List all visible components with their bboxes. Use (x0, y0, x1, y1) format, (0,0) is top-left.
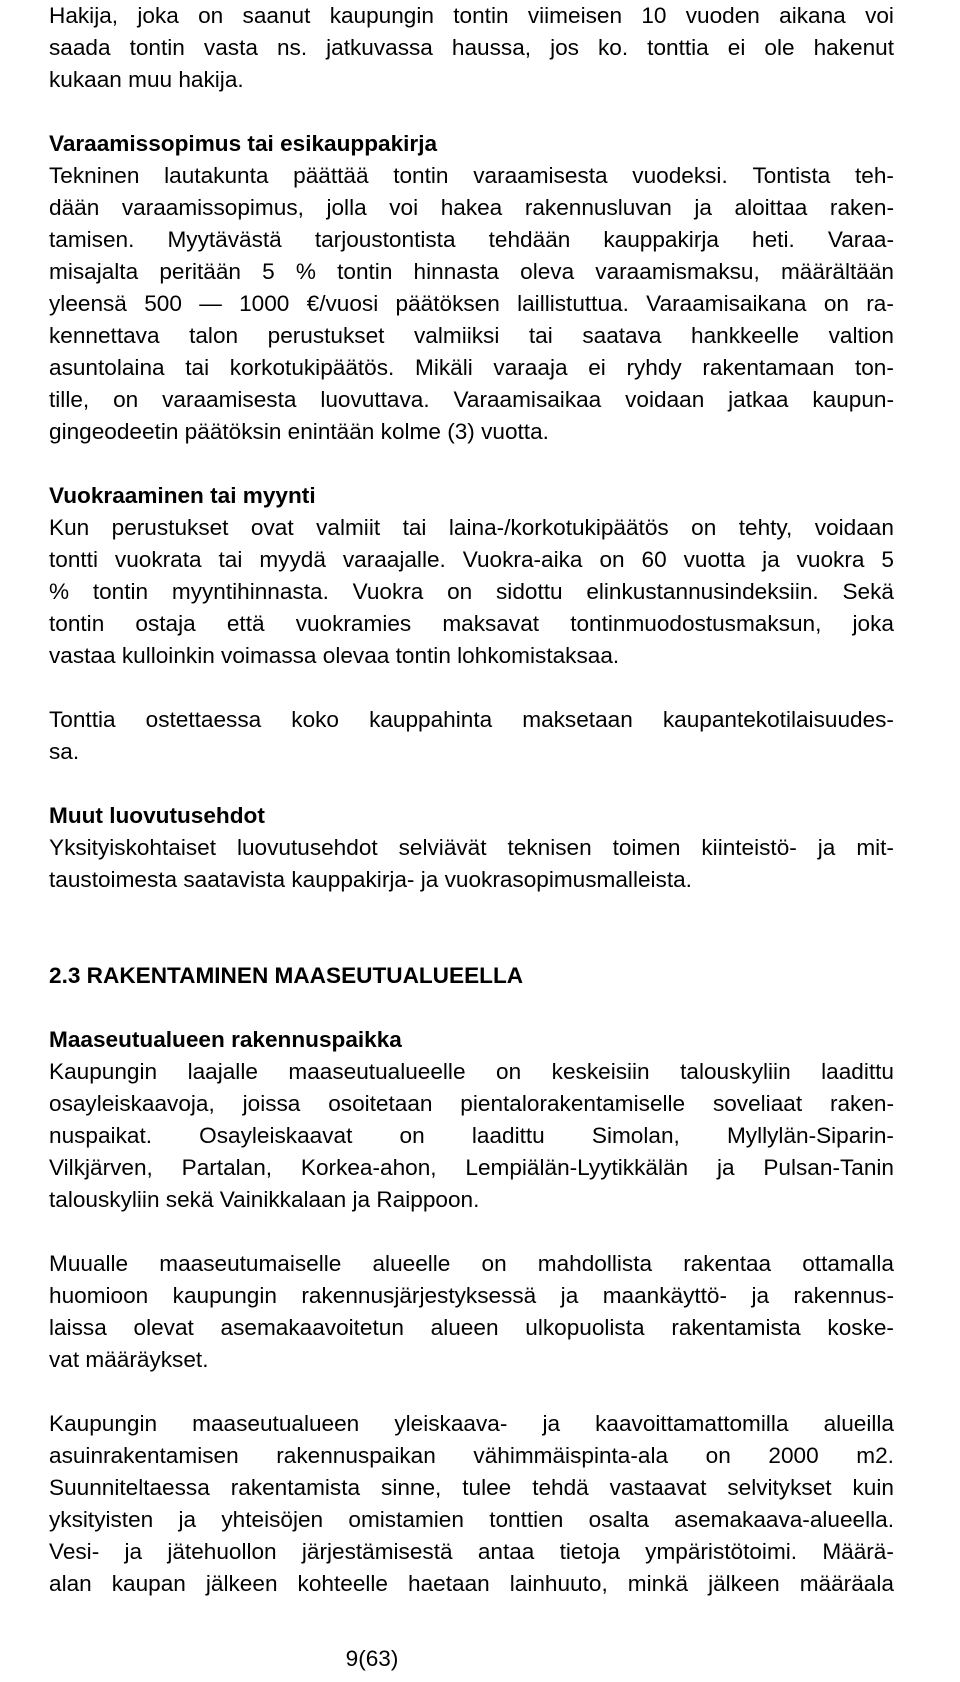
page-footer (0, 1643, 960, 1675)
text-line: nuspaikat. Osayleiskaavat on laadittu Simolan, Myllylän-Siparin- (49, 1123, 894, 1148)
text-line: dään varaamissopimus, jolla voi hakea rakennusluvan ja aloittaa raken- (49, 195, 894, 220)
text-line: Kun perustukset ovat valmiit tai laina-/korkotukipäätös on tehty, voidaan (49, 515, 894, 540)
text-line: taustoimesta saatavista kauppakirja- ja vuokrasopimusmalleista. (49, 867, 692, 892)
paragraph-spacer (49, 672, 894, 704)
paragraph (49, 832, 894, 896)
text-line: laissa olevat asemakaavoitetun alueen ulkopuolista rakentamista koske- (49, 1315, 894, 1340)
text-line: misajalta peritään 5 % tontin hinnasta oleva varaamismaksu, määrältään (49, 259, 894, 284)
text-line: Muualle maaseutumaiselle alueelle on mahdollista rakentaa ottamalla (49, 1251, 894, 1276)
text-line: tontti vuokrata tai myydä varaajalle. Vuokra-aika on 60 vuotta ja vuokra 5 (49, 547, 894, 572)
paragraph (49, 0, 894, 96)
text-line: Vesi- ja jätehuollon järjestämisestä antaa tietoja ympäristötoimi. Määrä- (49, 1539, 894, 1564)
text-line: tamisen. Myytävästä tarjoustontista tehdään kauppakirja heti. Varaa- (49, 227, 894, 252)
text-line: Vilkjärven, Partalan, Korkea-ahon, Lempiälän-Lyytikkälän ja Pulsan-Tanin (49, 1155, 894, 1180)
paragraph-spacer (49, 992, 894, 1024)
text-line: asuntolaina tai korkotukipäätös. Mikäli varaaja ei ryhdy rakentamaan ton- (49, 355, 894, 380)
paragraph-spacer (49, 1376, 894, 1408)
paragraph (49, 1248, 894, 1376)
text-line: asuinrakentamisen rakennuspaikan vähimmäispinta-ala on 2000 m2. (49, 1443, 894, 1468)
chapter-heading: 2.3 RAKENTAMINEN MAASEUTUALUEELLA (49, 963, 524, 988)
text-line: Hakija, joka on saanut kaupungin tontin viimeisen 10 vuoden aikana voi (49, 3, 894, 28)
section-heading: Vuokraaminen tai myynti (49, 483, 316, 508)
text-line: sa. (49, 739, 80, 764)
paragraph-spacer (49, 448, 894, 480)
text-line: Kaupungin maaseutualueen yleiskaava- ja kaavoittamattomilla alueilla (49, 1411, 894, 1436)
text-line: Tekninen lautakunta päättää tontin varaamisesta vuodeksi. Tontista teh- (49, 163, 894, 188)
paragraph (49, 1056, 894, 1216)
page-number: 9(63) (345, 1646, 399, 1671)
text-line: talouskyliin sekä Vainikkalaan ja Raippoon. (49, 1187, 480, 1212)
text-line: alan kaupan jälkeen kohteelle haetaan lainhuuto, minkä jälkeen määräala (49, 1571, 894, 1596)
document-page (49, 0, 894, 1600)
text-line: saada tontin vasta ns. jatkuvassa haussa, jos ko. tonttia ei ole hakenut (49, 35, 894, 60)
text-line: osayleiskaavoja, joissa osoitetaan pientalorakentamiselle soveliaat raken- (49, 1091, 894, 1116)
text-line: yleensä 500 — 1000 €/vuosi päätöksen laillistuttua. Varaamisaikana on ra- (49, 291, 894, 316)
paragraph (49, 512, 894, 672)
text-line: kukaan muu hakija. (49, 67, 244, 92)
section-heading: Varaamissopimus tai esikauppakirja (49, 131, 438, 156)
text-line: Suunniteltaessa rakentamista sinne, tulee tehdä vastaavat selvitykset kuin (49, 1475, 894, 1500)
section-heading: Muut luovutusehdot (49, 803, 265, 828)
text-line: yksityisten ja yhteisöjen omistamien tonttien osalta asemakaava-alueella. (49, 1507, 894, 1532)
paragraph-spacer (49, 1216, 894, 1248)
paragraph-spacer (49, 928, 894, 960)
text-line: tontin ostaja että vuokramies maksavat tontinmuodostusmaksun, joka (49, 611, 894, 636)
text-line: huomioon kaupungin rakennusjärjestyksessä ja maankäyttö- ja rakennus- (49, 1283, 894, 1308)
paragraph (49, 1408, 894, 1600)
text-line: vastaa kulloinkin voimassa olevaa tontin lohkomistaksaa. (49, 643, 620, 668)
paragraph (49, 160, 894, 448)
paragraph-spacer (49, 96, 894, 128)
text-line: gingeodeetin päätöksin enintään kolme (3) vuotta. (49, 419, 549, 444)
text-line: Kaupungin laajalle maaseutualueelle on keskeisiin talouskyliin laadittu (49, 1059, 894, 1084)
paragraph (49, 704, 894, 768)
text-line: vat määräykset. (49, 1347, 209, 1372)
section-heading: Maaseutualueen rakennuspaikka (49, 1027, 402, 1052)
paragraph-spacer (49, 896, 894, 928)
text-line: % tontin myyntihinnasta. Vuokra on sidottu elinkustannusindeksiin. Sekä (49, 579, 894, 604)
paragraph-spacer (49, 768, 894, 800)
text-line: tille, on varaamisesta luovuttava. Varaamisaikaa voidaan jatkaa kaupun- (49, 387, 894, 412)
text-line: Tonttia ostettaessa koko kauppahinta maksetaan kaupantekotilaisuudes- (49, 707, 894, 732)
text-line: kennettava talon perustukset valmiiksi tai saatava hankkeelle valtion (49, 323, 894, 348)
text-line: Yksityiskohtaiset luovutusehdot selviävät teknisen toimen kiinteistö- ja mit- (49, 835, 894, 860)
